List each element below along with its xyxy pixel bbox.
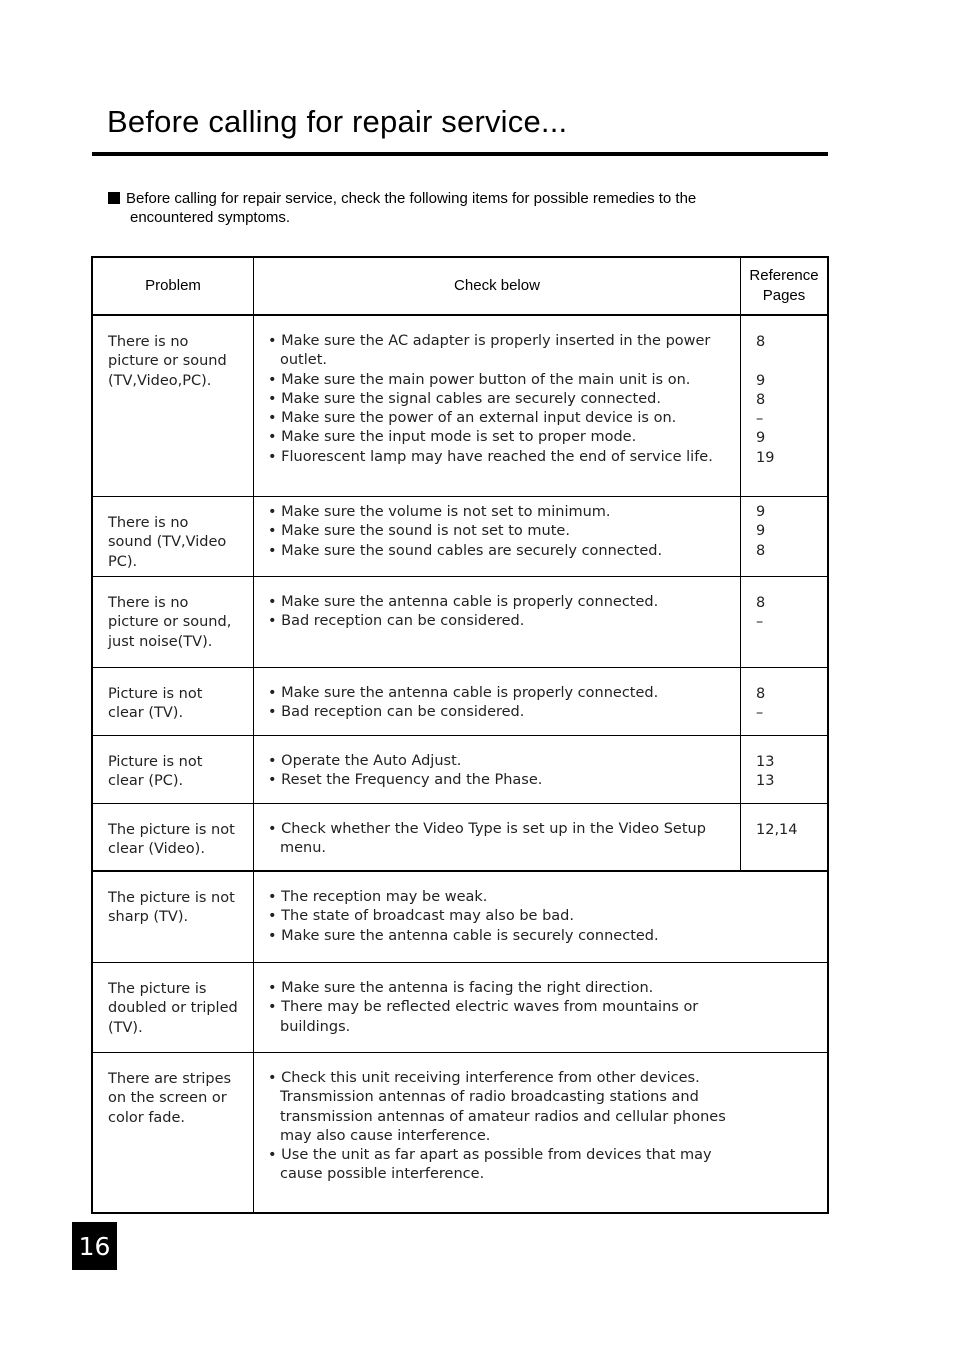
reference-page: 19: [756, 449, 775, 466]
reference-page: –: [756, 614, 764, 631]
intro-line-1: Before calling for repair service, check the following items for possible remedies to the: [126, 190, 697, 207]
problem-cell: [93, 577, 254, 667]
problem-line: There is no: [108, 515, 189, 531]
problem-cell: [93, 736, 254, 803]
check-cell: [254, 577, 741, 667]
troubleshooting-table: [91, 256, 829, 1214]
check-cell: [254, 963, 827, 1052]
check-item: • Reset the Frequency and the Phase.: [268, 772, 543, 789]
problem-line: Picture is not: [108, 686, 203, 702]
problem-cell: [93, 963, 254, 1052]
check-item: • Make sure the antenna is facing the right direction.: [268, 980, 654, 996]
problem-line: doubled or tripled: [108, 1000, 238, 1017]
check-cell: [254, 316, 741, 496]
page-title: Before calling for repair service...: [107, 104, 568, 139]
problem-line: There is no: [108, 595, 189, 611]
table-row: [93, 736, 827, 804]
problem-line: (TV,Video,PC).: [108, 372, 212, 389]
header-reference-line1: Reference: [749, 267, 819, 284]
problem-line: clear (PC).: [108, 773, 184, 790]
header-problem: Problem: [93, 258, 254, 314]
problem-line: sharp (TV).: [108, 909, 189, 926]
problem-line: There are stripes: [108, 1071, 232, 1087]
check-item: • Make sure the input mode is set to proper mode.: [268, 429, 637, 446]
check-cell: [254, 668, 741, 735]
check-cell: [254, 872, 827, 962]
table-row: [93, 804, 827, 872]
reference-page: 8: [756, 334, 766, 350]
problem-line: on the screen or: [108, 1090, 227, 1107]
problem-cell: [93, 804, 254, 870]
reference-page: 9: [756, 372, 766, 389]
problem-line: PC).: [108, 553, 138, 570]
check-item: • The state of broadcast may also be bad.: [268, 908, 574, 925]
reference-page: 9: [756, 504, 766, 520]
table-row: [93, 497, 827, 577]
check-item: • Make sure the power of an external input device is on.: [268, 410, 677, 427]
table-row: [93, 577, 827, 668]
reference-page: –: [756, 705, 764, 722]
problem-line: picture or sound,: [108, 614, 232, 631]
reference-page: [756, 352, 827, 371]
header-reference-pages: [741, 258, 827, 314]
problem-cell: [93, 872, 254, 962]
check-item: • Bad reception can be considered.: [268, 613, 525, 630]
check-item: • Make sure the signal cables are securely connected.: [268, 390, 661, 407]
check-cell: [254, 736, 741, 803]
reference-page: 9: [756, 523, 766, 540]
problem-line: The picture is not: [108, 890, 235, 906]
reference-cell: [741, 316, 827, 496]
problem-cell: [93, 668, 254, 735]
reference-cell: [741, 804, 827, 870]
check-item: • Make sure the volume is not set to minimum.: [268, 504, 611, 520]
problem-cell: [93, 316, 254, 496]
check-item: • Make sure the main power button of the main unit is on.: [268, 371, 691, 388]
problem-line: picture or sound: [108, 353, 227, 370]
intro-text: [108, 189, 808, 227]
check-cell: [254, 804, 741, 870]
check-item: • Make sure the antenna cable is properly connected.: [268, 594, 659, 610]
check-item: • Use the unit as far apart as possible from devices that may cause possible interference.: [268, 1147, 712, 1183]
reference-page: 13: [756, 754, 775, 770]
table-row: [93, 668, 827, 736]
problem-line: There is no: [108, 334, 189, 350]
title-underline: [92, 152, 828, 156]
intro-line-2: encountered symptoms.: [130, 209, 291, 226]
reference-cell: [741, 497, 827, 576]
table-row: [93, 872, 827, 963]
check-item: • Make sure the sound cables are securely connected.: [268, 542, 663, 559]
problem-line: The picture is not: [108, 822, 235, 838]
table-row: [93, 316, 827, 497]
problem-line: clear (TV).: [108, 705, 184, 722]
reference-page: –: [756, 411, 764, 428]
problem-line: just noise(TV).: [108, 633, 213, 650]
reference-page: 9: [756, 430, 766, 447]
table-row: [93, 1053, 827, 1212]
reference-cell: [741, 736, 827, 803]
page-number: 16: [72, 1222, 117, 1270]
header-check-below: Check below: [254, 258, 741, 314]
problem-line: clear (Video).: [108, 841, 205, 858]
square-bullet-icon: [108, 192, 120, 204]
check-item: • Operate the Auto Adjust.: [268, 753, 462, 769]
check-item: • Check this unit receiving interference from other devices. Transmission antennas of radio broadcasting stations and transmission antennas of amateur radios and cellular phones may also cause interference.: [268, 1070, 726, 1144]
check-item: • Make sure the AC adapter is properly inserted in the power outlet.: [268, 333, 711, 369]
problem-line: The picture is: [108, 981, 207, 997]
problem-line: sound (TV,Video: [108, 534, 227, 551]
check-item: • Bad reception can be considered.: [268, 704, 525, 721]
check-item: • Check whether the Video Type is set up in the Video Setup menu.: [268, 821, 706, 857]
problem-line: color fade.: [108, 1109, 186, 1126]
reference-page: 8: [756, 595, 766, 611]
reference-page: 12,14: [756, 822, 798, 838]
reference-page: 8: [756, 686, 766, 702]
check-item: • Fluorescent lamp may have reached the end of service life.: [268, 448, 713, 465]
check-item: • Make sure the sound is not set to mute.: [268, 523, 570, 540]
reference-page: 13: [756, 773, 775, 790]
reference-page: 8: [756, 391, 766, 408]
check-cell: [254, 497, 741, 576]
table-header-row: [93, 258, 827, 316]
reference-page: 8: [756, 542, 766, 559]
header-reference-line2: Pages: [762, 287, 806, 304]
check-item: • The reception may be weak.: [268, 889, 488, 905]
table-row: [93, 963, 827, 1053]
check-item: • Make sure the antenna cable is securely connected.: [268, 927, 659, 944]
problem-cell: [93, 497, 254, 576]
check-item: • There may be reflected electric waves from mountains or buildings.: [268, 999, 699, 1035]
problem-cell: [93, 1053, 254, 1212]
reference-cell: [741, 668, 827, 735]
check-item: • Make sure the antenna cable is properly connected.: [268, 685, 659, 701]
reference-cell: [741, 577, 827, 667]
check-cell: [254, 1053, 827, 1212]
problem-line: Picture is not: [108, 754, 203, 770]
problem-line: (TV).: [108, 1019, 143, 1036]
